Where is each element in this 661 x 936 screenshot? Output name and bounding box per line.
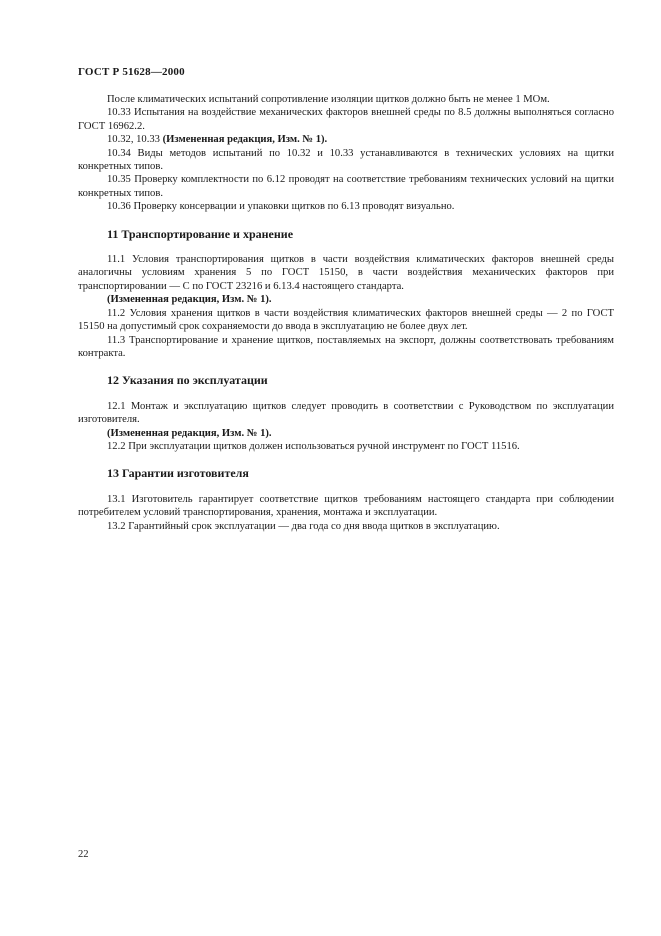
paragraph-12-2: 12.2 При эксплуатации щитков должен использоваться ручной инструмент по ГОСТ 11516. (107, 440, 520, 452)
paragraph-10-34: 10.34 Виды методов испытаний по 10.32 и 10.33 устанавливаются в технических условиях на щитки конкретных типов. (78, 147, 614, 173)
amendment-note: (Измененная редакция, Изм. № 1). (162, 134, 328, 146)
paragraph-10-36: 10.36 Проверку консервации и упаковки щитков по 6.13 проводят визуально. (107, 201, 455, 213)
paragraph-11-2: 11.2 Условия хранения щитков в части воздействия климатических факторов внешней среды — 2 по ГОСТ 15150 на допустимый срок сохраняемости до ввода в эксплуатацию не более двух лет. (78, 307, 614, 333)
section-heading-13: 13 Гарантии изготовителя (107, 466, 249, 481)
paragraph-10-35: 10.35 Проверку комплектности по 6.12 проводят на соответствие требованиям технических условий на щитки конкретных типов. (78, 174, 614, 199)
paragraph-13-2: 13.2 Гарантийный срок эксплуатации — два года со дня ввода щитков в эксплуатацию. (107, 520, 500, 532)
paragraph-11-3: 11.3 Транспортирование и хранение щитков, поставляемых на экспорт, должны соответствовать требованиям контракта. (78, 334, 614, 359)
amendment-note: (Измененная редакция, Изм. № 1). (107, 294, 272, 306)
paragraph-10-32-10-33-amendment (78, 133, 614, 146)
paragraph-11-1: 11.1 Условия транспортирования щитков в части воздействия климатических факторов внешней среды аналогичны условиям хранения 5 по ГОСТ 15150, в части воздействия механических факторов при транспортировании — С по ГОСТ 23216 и 6.13.4 настоящего стандарта. (78, 254, 614, 292)
paragraph-13-1: 13.1 Изготовитель гарантирует соответствие щитков требованиям настоящего стандарта при соблюдении потребителем условий транспортирования, хранения, монтажа и эксплуатации. (78, 493, 614, 519)
document-header: ГОСТ Р 51628—2000 (78, 66, 185, 78)
spacer (78, 360, 614, 374)
spacer (78, 453, 614, 467)
amendment-clause-refs: 10.32, 10.33 (107, 134, 163, 146)
amendment-note: (Измененная редакция, Изм. № 1). (107, 427, 272, 439)
section-heading-11: 11 Транспортирование и хранение (107, 226, 294, 241)
paragraph-10-33: 10.33 Испытания на воздействие механических факторов внешней среды по 8.5 должны выполняться согласно ГОСТ 16962.2. (78, 107, 614, 132)
spacer (78, 214, 614, 228)
spacer (78, 241, 614, 253)
spacer (78, 481, 614, 493)
spacer (78, 388, 614, 400)
section-heading-12: 12 Указания по эксплуатации (107, 373, 268, 388)
document-body (78, 93, 614, 533)
page-number: 22 (78, 849, 89, 860)
paragraph-12-1: 12.1 Монтаж и эксплуатацию щитков следует проводить в соответствии с Руководством по эксплуатации изготовителя. (78, 400, 614, 426)
paragraph-insulation-resistance: После климатических испытаний сопротивление изоляции щитков должно быть не менее 1 МОм. (107, 94, 550, 105)
